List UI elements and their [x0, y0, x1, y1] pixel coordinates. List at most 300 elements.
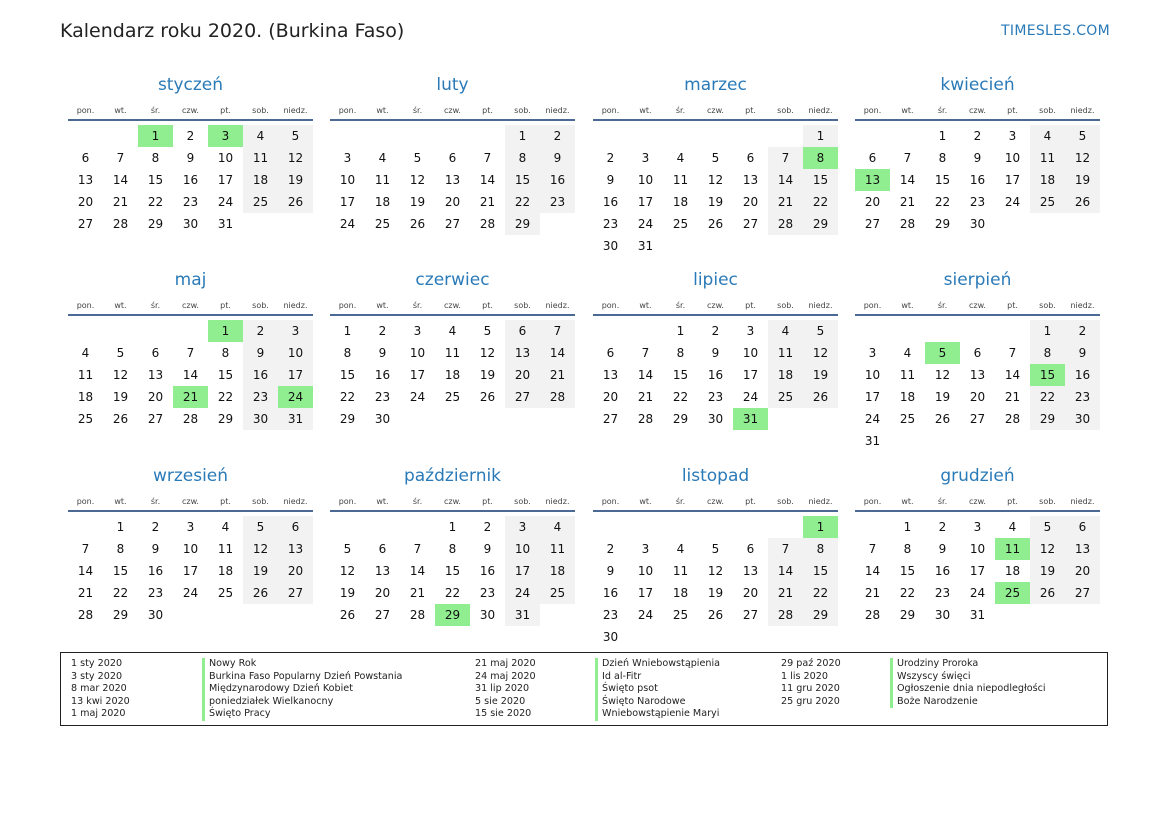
- day-cell: 26: [112, 412, 129, 426]
- day-cell: 26: [707, 217, 724, 231]
- day-cell: 30: [602, 630, 619, 644]
- weekday-label: pon.: [76, 301, 95, 310]
- day-cell: 5: [803, 320, 838, 342]
- day-cell: 24: [409, 390, 426, 404]
- day-cell: 14: [768, 169, 803, 191]
- day-cell: 23: [969, 195, 986, 209]
- day-cell: 6: [278, 516, 313, 538]
- legend-date: 15 sie 2020: [475, 708, 532, 720]
- empty-cell: [470, 125, 505, 147]
- day-grid: [855, 516, 1100, 626]
- weekday-label: śr.: [412, 301, 423, 310]
- day-cell: 23: [934, 586, 951, 600]
- day-cell: 13: [742, 173, 759, 187]
- day-cell: 17: [864, 390, 881, 404]
- weekday-label: sob.: [777, 497, 794, 506]
- day-cell: 10: [637, 564, 654, 578]
- weekday-header: [330, 298, 575, 316]
- day-cell: 20: [864, 195, 881, 209]
- day-cell: 15: [803, 169, 838, 191]
- day-cell: 6: [746, 542, 755, 556]
- day-cell: 5: [1030, 516, 1065, 538]
- day-cell: 21: [77, 586, 94, 600]
- empty-cell: [628, 516, 663, 538]
- weekday-label: pt.: [1007, 106, 1018, 115]
- day-cell: 27: [374, 608, 391, 622]
- day-cell: 18: [899, 390, 916, 404]
- legend-holiday-name: Wszyscy święci: [890, 671, 1046, 684]
- day-cell: 26: [707, 608, 724, 622]
- day-cell: 22: [899, 586, 916, 600]
- day-cell: 21: [409, 586, 426, 600]
- month-calendar: [593, 73, 838, 257]
- day-cell: 2: [606, 151, 615, 165]
- day-cell: 11: [899, 368, 916, 382]
- day-cell: 9: [938, 542, 947, 556]
- day-cell: 9: [243, 342, 278, 364]
- day-cell: 4: [903, 346, 912, 360]
- day-cell: 8: [1030, 342, 1065, 364]
- empty-cell: [768, 516, 803, 538]
- day-cell: 26: [803, 386, 838, 408]
- day-cell: 11: [768, 342, 803, 364]
- day-cell: 18: [672, 586, 689, 600]
- weekday-label: czw.: [182, 106, 199, 115]
- month-name: styczeń: [157, 75, 224, 95]
- weekday-label: sob.: [514, 106, 531, 115]
- day-cell: 18: [1030, 169, 1065, 191]
- day-cell: 9: [973, 151, 982, 165]
- day-cell: 4: [1008, 520, 1017, 534]
- day-cell: 26: [409, 217, 426, 231]
- day-cell: 19: [803, 364, 838, 386]
- weekday-label: pt.: [1007, 301, 1018, 310]
- day-cell: 30: [479, 608, 496, 622]
- holiday-day-cell: 24: [278, 386, 313, 408]
- legend-date: 31 lip 2020: [475, 683, 530, 695]
- day-cell: 31: [864, 434, 881, 448]
- day-cell: 21: [479, 195, 496, 209]
- day-cell: 2: [711, 324, 720, 338]
- day-cell: 27: [742, 217, 759, 231]
- holiday-day-cell: 29: [435, 604, 470, 626]
- day-cell: 10: [742, 346, 759, 360]
- day-cell: 23: [602, 608, 619, 622]
- day-cell: 24: [637, 608, 654, 622]
- day-cell: 18: [768, 364, 803, 386]
- empty-cell: [68, 516, 103, 538]
- day-cell: 20: [505, 364, 540, 386]
- day-cell: 11: [444, 346, 461, 360]
- day-cell: 4: [221, 520, 230, 534]
- day-cell: 15: [339, 368, 356, 382]
- day-cell: 12: [803, 342, 838, 364]
- day-cell: 30: [374, 412, 391, 426]
- weekday-label: czw.: [707, 106, 724, 115]
- month-calendar: [68, 464, 313, 626]
- weekday-label: niedz.: [283, 301, 308, 310]
- day-cell: 15: [444, 564, 461, 578]
- weekday-label: niedz.: [545, 301, 570, 310]
- day-cell: 7: [768, 147, 803, 169]
- month-calendar: [855, 464, 1100, 626]
- day-cell: 1: [903, 520, 912, 534]
- weekday-label: sob.: [777, 301, 794, 310]
- day-cell: 8: [903, 542, 912, 556]
- weekday-label: wt.: [639, 106, 652, 115]
- weekday-label: pt.: [745, 497, 756, 506]
- day-cell: 26: [1065, 191, 1100, 213]
- empty-cell: [103, 125, 138, 147]
- month-name: marzec: [684, 75, 747, 95]
- day-cell: 5: [483, 324, 492, 338]
- day-cell: 1: [116, 520, 125, 534]
- weekday-label: śr.: [675, 106, 686, 115]
- day-cell: 7: [1008, 346, 1017, 360]
- day-cell: 18: [217, 564, 234, 578]
- day-cell: 16: [479, 564, 496, 578]
- day-cell: 2: [186, 129, 195, 143]
- day-cell: 2: [243, 320, 278, 342]
- day-cell: 10: [1004, 151, 1021, 165]
- weekday-label: śr.: [937, 106, 948, 115]
- day-cell: 3: [973, 520, 982, 534]
- day-cell: 12: [339, 564, 356, 578]
- day-cell: 3: [186, 520, 195, 534]
- day-cell: 14: [182, 368, 199, 382]
- empty-cell: [698, 125, 733, 147]
- day-cell: 17: [742, 368, 759, 382]
- day-cell: 7: [768, 538, 803, 560]
- day-cell: 23: [602, 217, 619, 231]
- empty-cell: [698, 516, 733, 538]
- day-cell: 25: [672, 608, 689, 622]
- day-cell: 9: [378, 346, 387, 360]
- legend-holiday-name: Święto Pracy: [202, 708, 402, 721]
- empty-cell: [628, 320, 663, 342]
- day-cell: 9: [151, 542, 160, 556]
- day-cell: 23: [243, 386, 278, 408]
- legend-holiday-name: Boże Narodzenie: [890, 696, 1046, 709]
- day-cell: 19: [339, 586, 356, 600]
- day-cell: 6: [746, 151, 755, 165]
- day-cell: 22: [505, 191, 540, 213]
- day-cell: 1: [803, 125, 838, 147]
- day-cell: 26: [1030, 582, 1065, 604]
- day-cell: 17: [637, 586, 654, 600]
- day-cell: 8: [116, 542, 125, 556]
- day-cell: 14: [479, 173, 496, 187]
- day-cell: 15: [147, 173, 164, 187]
- day-cell: 14: [112, 173, 129, 187]
- day-cell: 10: [505, 538, 540, 560]
- empty-cell: [890, 320, 925, 342]
- day-cell: 12: [479, 346, 496, 360]
- day-cell: 5: [711, 151, 720, 165]
- weekday-label: sob.: [252, 301, 269, 310]
- month-calendar: [330, 73, 575, 235]
- day-grid: [330, 516, 575, 626]
- day-cell: 14: [409, 564, 426, 578]
- month-name: wrzesień: [152, 466, 229, 486]
- empty-cell: [593, 320, 628, 342]
- weekday-label: wt.: [639, 301, 652, 310]
- month-calendar: [68, 268, 313, 430]
- legend-holiday-name: poniedziałek Wielkanocny: [202, 696, 402, 709]
- day-cell: 2: [378, 324, 387, 338]
- day-cell: 4: [676, 542, 685, 556]
- day-cell: 21: [112, 195, 129, 209]
- weekday-label: pon.: [863, 301, 882, 310]
- month-name: sierpień: [943, 270, 1012, 290]
- day-cell: 23: [1065, 386, 1100, 408]
- weekday-label: pon.: [601, 301, 620, 310]
- day-cell: 8: [505, 147, 540, 169]
- day-cell: 2: [483, 520, 492, 534]
- legend-date: 13 kwi 2020: [71, 695, 130, 707]
- day-cell: 29: [934, 217, 951, 231]
- legend-date: 11 gru 2020: [781, 683, 840, 695]
- day-cell: 14: [540, 342, 575, 364]
- day-cell: 30: [182, 217, 199, 231]
- legend-date: 24 maj 2020: [475, 670, 536, 682]
- legend-holiday-name: Burkina Faso Popularny Dzień Powstania: [202, 671, 402, 684]
- legend-holiday-name: Dzień Wniebowstąpienia: [595, 658, 720, 671]
- day-grid: [330, 125, 575, 235]
- month-calendar: [855, 73, 1100, 235]
- day-cell: 3: [278, 320, 313, 342]
- day-cell: 9: [483, 542, 492, 556]
- month-calendar: [68, 73, 313, 235]
- day-cell: 15: [672, 368, 689, 382]
- day-cell: 3: [343, 151, 352, 165]
- day-cell: 5: [1065, 125, 1100, 147]
- weekday-label: niedz.: [1070, 497, 1095, 506]
- day-cell: 24: [217, 195, 234, 209]
- month-calendar: [593, 464, 838, 648]
- day-cell: 25: [217, 586, 234, 600]
- day-cell: 13: [602, 368, 619, 382]
- day-cell: 5: [243, 516, 278, 538]
- month-name: lipiec: [693, 270, 738, 290]
- legend-holiday-name: Id al-Fitr: [595, 671, 720, 684]
- weekday-label: niedz.: [1070, 106, 1095, 115]
- day-cell: 18: [540, 560, 575, 582]
- day-cell: 19: [1065, 169, 1100, 191]
- day-cell: 1: [343, 324, 352, 338]
- day-cell: 7: [186, 346, 195, 360]
- day-cell: 18: [1004, 564, 1021, 578]
- day-cell: 25: [1030, 191, 1065, 213]
- weekday-label: czw.: [707, 497, 724, 506]
- weekday-label: niedz.: [545, 106, 570, 115]
- day-cell: 2: [1065, 320, 1100, 342]
- weekday-label: czw.: [182, 497, 199, 506]
- day-cell: 27: [602, 412, 619, 426]
- weekday-label: pt.: [1007, 497, 1018, 506]
- legend-date: 1 sty 2020: [71, 658, 123, 669]
- day-cell: 29: [803, 604, 838, 626]
- day-cell: 20: [77, 195, 94, 209]
- month-calendar: [855, 268, 1100, 452]
- legend-date: 25 gru 2020: [781, 695, 840, 707]
- day-cell: 25: [243, 191, 278, 213]
- day-cell: 7: [116, 151, 125, 165]
- day-cell: 11: [672, 564, 689, 578]
- day-cell: 17: [969, 564, 986, 578]
- day-cell: 13: [77, 173, 94, 187]
- day-cell: 19: [934, 390, 951, 404]
- weekday-label: sob.: [777, 106, 794, 115]
- weekday-label: pt.: [220, 497, 231, 506]
- month-name: listopad: [681, 466, 750, 486]
- day-cell: 16: [243, 364, 278, 386]
- legend-names-col2: [595, 658, 720, 721]
- day-cell: 24: [1004, 195, 1021, 209]
- legend-dates-col3: [781, 658, 841, 708]
- weekday-label: śr.: [150, 301, 161, 310]
- day-cell: 7: [540, 320, 575, 342]
- day-cell: 25: [374, 217, 391, 231]
- day-cell: 9: [540, 147, 575, 169]
- day-cell: 15: [112, 564, 129, 578]
- weekday-label: śr.: [150, 106, 161, 115]
- day-cell: 31: [278, 408, 313, 430]
- day-cell: 24: [742, 390, 759, 404]
- day-cell: 24: [969, 586, 986, 600]
- day-grid: [855, 125, 1100, 235]
- empty-cell: [103, 320, 138, 342]
- day-cell: 21: [1004, 390, 1021, 404]
- weekday-label: niedz.: [808, 497, 833, 506]
- month-calendar: [593, 268, 838, 430]
- day-cell: 18: [77, 390, 94, 404]
- holiday-day-cell: 8: [803, 147, 838, 169]
- day-cell: 4: [448, 324, 457, 338]
- day-cell: 9: [606, 173, 615, 187]
- weekday-label: pt.: [745, 106, 756, 115]
- day-cell: 27: [505, 386, 540, 408]
- day-cell: 25: [768, 386, 803, 408]
- weekday-label: pon.: [601, 106, 620, 115]
- day-grid: [68, 516, 313, 626]
- day-cell: 15: [217, 368, 234, 382]
- empty-cell: [995, 320, 1030, 342]
- empty-cell: [768, 125, 803, 147]
- weekday-label: pon.: [338, 301, 357, 310]
- legend-holiday-name: Święto Narodowe: [595, 696, 720, 709]
- day-cell: 12: [409, 173, 426, 187]
- weekday-label: sob.: [1039, 106, 1056, 115]
- weekday-label: wt.: [901, 497, 914, 506]
- day-cell: 14: [864, 564, 881, 578]
- holiday-day-cell: 21: [173, 386, 208, 408]
- day-cell: 13: [969, 368, 986, 382]
- day-cell: 16: [602, 586, 619, 600]
- weekday-label: pon.: [338, 497, 357, 506]
- day-cell: 4: [768, 320, 803, 342]
- day-cell: 16: [707, 368, 724, 382]
- holiday-legend: [60, 652, 1108, 726]
- empty-cell: [330, 125, 365, 147]
- day-cell: 27: [864, 217, 881, 231]
- day-cell: 29: [672, 412, 689, 426]
- day-cell: 10: [637, 173, 654, 187]
- day-cell: 13: [1065, 538, 1100, 560]
- weekday-label: pt.: [745, 301, 756, 310]
- day-cell: 20: [742, 195, 759, 209]
- day-cell: 25: [444, 390, 461, 404]
- legend-names-col3: [890, 658, 1046, 708]
- day-cell: 1: [676, 324, 685, 338]
- day-cell: 14: [899, 173, 916, 187]
- weekday-header: [68, 298, 313, 316]
- day-cell: 23: [707, 390, 724, 404]
- day-cell: 12: [243, 538, 278, 560]
- day-cell: 28: [1004, 412, 1021, 426]
- holiday-day-cell: 1: [138, 125, 173, 147]
- day-cell: 15: [899, 564, 916, 578]
- day-cell: 19: [707, 586, 724, 600]
- day-cell: 17: [339, 195, 356, 209]
- empty-cell: [365, 125, 400, 147]
- empty-cell: [68, 320, 103, 342]
- day-cell: 16: [147, 564, 164, 578]
- weekday-label: śr.: [937, 497, 948, 506]
- weekday-label: śr.: [412, 497, 423, 506]
- day-cell: 17: [278, 364, 313, 386]
- day-cell: 6: [868, 151, 877, 165]
- month-name: maj: [174, 270, 207, 290]
- day-cell: 10: [864, 368, 881, 382]
- day-cell: 11: [243, 147, 278, 169]
- empty-cell: [68, 125, 103, 147]
- day-cell: 3: [1008, 129, 1017, 143]
- empty-cell: [400, 516, 435, 538]
- day-grid: [330, 320, 575, 430]
- day-grid: [68, 125, 313, 235]
- day-cell: 21: [768, 191, 803, 213]
- day-cell: 6: [151, 346, 160, 360]
- day-cell: 7: [81, 542, 90, 556]
- day-cell: 25: [77, 412, 94, 426]
- day-cell: 10: [182, 542, 199, 556]
- day-cell: 13: [742, 564, 759, 578]
- empty-cell: [138, 320, 173, 342]
- day-cell: 28: [864, 608, 881, 622]
- weekday-label: śr.: [675, 301, 686, 310]
- day-cell: 23: [147, 586, 164, 600]
- empty-cell: [663, 516, 698, 538]
- empty-cell: [925, 320, 960, 342]
- day-cell: 28: [637, 412, 654, 426]
- legend-names-col1: [202, 658, 402, 721]
- day-cell: 8: [448, 542, 457, 556]
- day-cell: 22: [217, 390, 234, 404]
- day-cell: 5: [278, 125, 313, 147]
- legend-date: 3 sty 2020: [71, 670, 123, 682]
- brand-link[interactable]: TIMESLES.COM: [1001, 23, 1110, 39]
- weekday-label: niedz.: [545, 497, 570, 506]
- day-cell: 19: [278, 169, 313, 191]
- day-cell: 27: [77, 217, 94, 231]
- weekday-label: pt.: [220, 106, 231, 115]
- day-cell: 28: [540, 386, 575, 408]
- day-cell: 3: [868, 346, 877, 360]
- day-cell: 24: [637, 217, 654, 231]
- empty-cell: [855, 516, 890, 538]
- holiday-day-cell: 3: [208, 125, 243, 147]
